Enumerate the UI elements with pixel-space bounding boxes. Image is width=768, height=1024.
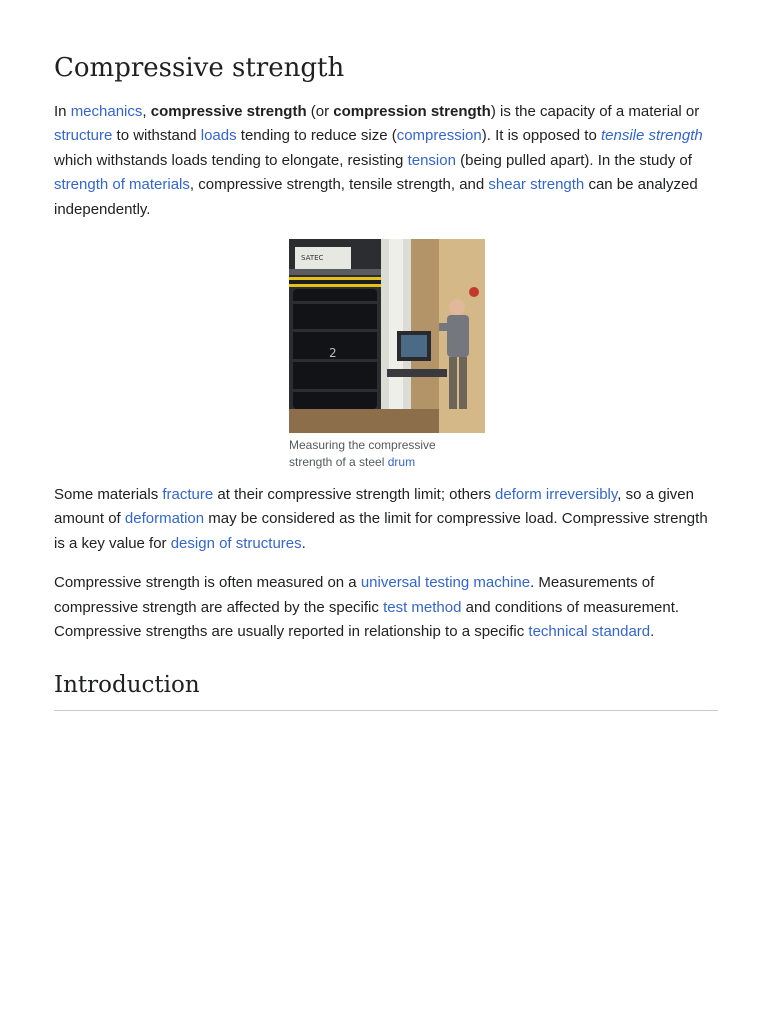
svg-text:2: 2 bbox=[329, 346, 337, 361]
link-fracture[interactable]: fracture bbox=[162, 486, 214, 504]
link-mechanics[interactable]: mechanics bbox=[70, 103, 143, 120]
link-compression[interactable]: compression bbox=[396, 127, 482, 145]
text: to withstand bbox=[112, 127, 201, 145]
link-structure[interactable]: structure bbox=[54, 127, 113, 145]
machine-label: SATEC bbox=[301, 254, 324, 263]
figure-caption bbox=[289, 437, 465, 471]
text: ). It is opposed to bbox=[481, 127, 601, 145]
paragraph-3 bbox=[54, 571, 718, 644]
text: may be considered as the limit for compressive load. Compressive strength is a key value for bbox=[54, 510, 708, 552]
text: and conditions of measurement. Compressive strengths are usually reported in relationship to a specific bbox=[54, 598, 680, 641]
text: , so a given amount of bbox=[54, 486, 694, 528]
text: which withstands loads tending to elongate, resisting bbox=[54, 151, 408, 169]
compressive-test-photo[interactable] bbox=[289, 239, 485, 433]
link-technical-standard[interactable]: technical standard bbox=[528, 623, 651, 641]
bold-term: compression strength bbox=[333, 103, 491, 120]
text: can be analyzed independently. bbox=[54, 176, 698, 218]
text: (being pulled apart). In the study of bbox=[455, 151, 692, 169]
text: , bbox=[142, 103, 151, 120]
link-test-method[interactable]: test method bbox=[383, 598, 462, 616]
bold-term: compressive strength bbox=[150, 103, 307, 120]
link-tensile-strength-text: tensile strength bbox=[600, 127, 703, 145]
caption-text: Measuring the compressive strength of a steel bbox=[289, 438, 436, 470]
link-universal-testing-machine[interactable]: universal testing machine bbox=[360, 574, 531, 592]
text: Some materials bbox=[54, 486, 163, 504]
text: . bbox=[301, 534, 306, 552]
text: . bbox=[650, 623, 655, 641]
link-deform-irreversibly[interactable]: deform irreversibly bbox=[495, 486, 618, 504]
text: , compressive strength, tensile strength, and bbox=[189, 176, 489, 194]
section-heading-introduction: Introduction bbox=[54, 670, 718, 711]
text: tending to reduce size ( bbox=[236, 127, 397, 145]
text: at their compressive strength limit; others bbox=[213, 486, 496, 504]
figure bbox=[287, 239, 485, 471]
link-shear-strength[interactable]: shear strength bbox=[488, 176, 585, 194]
link-drum[interactable]: drum bbox=[387, 455, 416, 470]
paragraph-2 bbox=[54, 483, 718, 556]
text: In bbox=[54, 103, 71, 120]
link-strength-of-materials[interactable]: strength of materials bbox=[54, 176, 190, 194]
text: Compressive strength is often measured on a bbox=[54, 574, 361, 592]
link-loads[interactable]: loads bbox=[200, 127, 237, 145]
link-design-of-structures[interactable]: design of structures bbox=[170, 534, 302, 552]
link-tensile-strength[interactable] bbox=[601, 127, 703, 144]
text: (or bbox=[306, 103, 334, 120]
page-title: Compressive strength bbox=[54, 53, 345, 83]
intro-paragraph bbox=[54, 100, 718, 222]
link-tension[interactable]: tension bbox=[407, 151, 456, 169]
link-deformation[interactable]: deformation bbox=[124, 510, 205, 528]
text: . Measurements of compressive strength are affected by the specific bbox=[54, 574, 655, 616]
text: ) is the capacity of a material or bbox=[490, 103, 700, 120]
